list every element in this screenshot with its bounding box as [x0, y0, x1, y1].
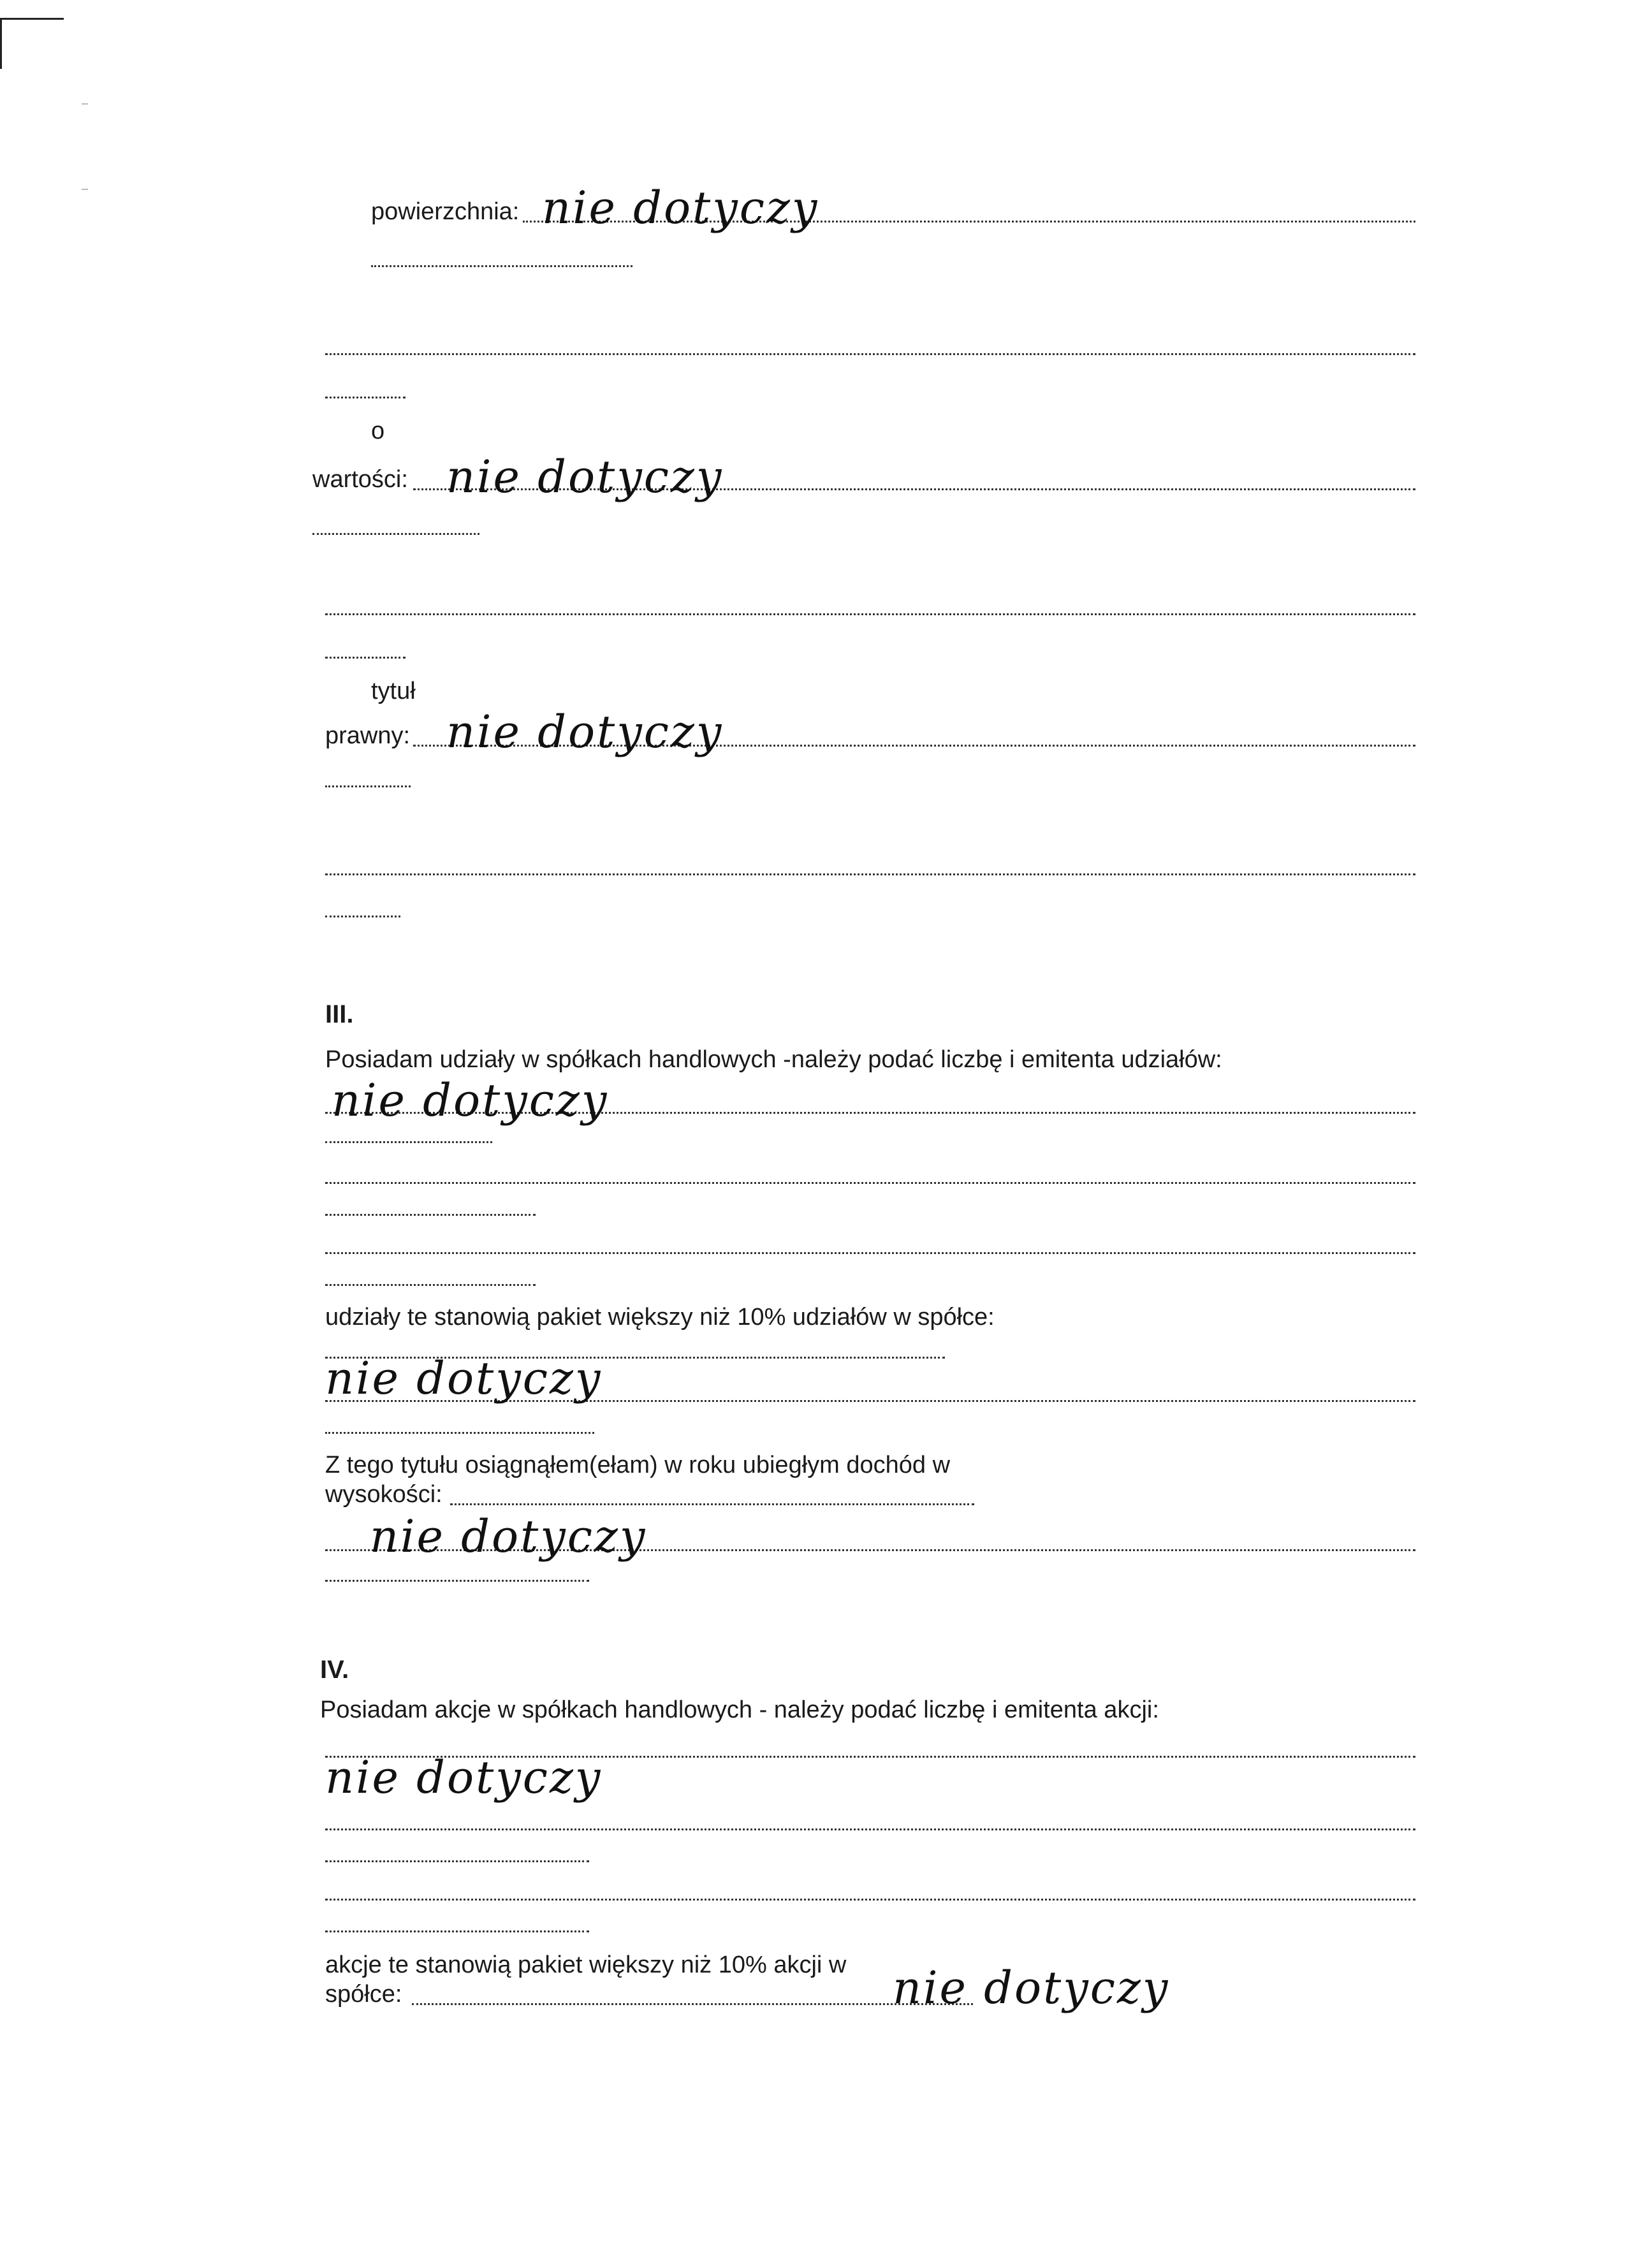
dotted-line [325, 1580, 589, 1582]
handwritten-dochod: nie dotyczy [370, 1510, 647, 1563]
section-iv-text: Posiadam akcje w spółkach handlowych - należy podać liczbę i emitenta akcji: [320, 1697, 1159, 1723]
dotted-line [325, 397, 406, 398]
label-wysokosci: wysokości: [325, 1481, 442, 1508]
label-o: o [371, 418, 385, 444]
dotted-line [312, 533, 479, 535]
dotted-line [325, 1182, 1415, 1184]
dotted-line [325, 1930, 589, 1932]
scan-corner-mark-vertical [0, 18, 2, 69]
label-spolce: spółce: [325, 1981, 402, 2008]
dotted-line [325, 1432, 594, 1434]
section-heading-iv: IV. [320, 1656, 349, 1684]
dotted-line [325, 1828, 1415, 1830]
handwritten-pakiet-udzialow: nie dotyczy [325, 1352, 603, 1405]
dotted-line [325, 916, 400, 917]
scan-artifact [82, 189, 88, 190]
dotted-line [325, 613, 1415, 615]
scan-artifact [82, 103, 88, 105]
dotted-line [325, 1860, 589, 1862]
dotted-line [325, 1284, 536, 1286]
dotted-line [325, 1252, 1415, 1254]
label-z-tego-tytulu: Z tego tytułu osiągnąłem(ełam) w roku ubiegłym dochód w [325, 1452, 951, 1478]
dotted-line [325, 785, 411, 787]
dotted-line [412, 2003, 973, 2005]
section-heading-iii: III. [325, 1000, 354, 1028]
dotted-line [325, 1141, 492, 1143]
handwritten-wartosci: nie dotyczy [446, 451, 724, 503]
dotted-line [371, 265, 632, 267]
handwritten-pakiet-akcji: nie dotyczy [893, 1962, 1170, 2014]
handwritten-powierzchnia: nie dotyczy [542, 182, 819, 234]
label-wartosci: wartości: [312, 466, 408, 493]
section-iii-text: Posiadam udziały w spółkach handlowych -należy podać liczbę i emitenta udziałów: [325, 1046, 1222, 1073]
dotted-line [325, 873, 1415, 875]
dotted-line [325, 1899, 1415, 1901]
dotted-line [325, 657, 406, 659]
label-prawny: prawny: [325, 722, 411, 749]
label-udzialy-te: udziały te stanowią pakiet większy niż 10% udziałów w spółce: [325, 1304, 995, 1331]
scan-corner-mark [0, 18, 64, 20]
handwritten-akcje: nie dotyczy [325, 1751, 603, 1804]
dotted-line [450, 1503, 974, 1505]
label-tytul: tytuł [371, 678, 416, 704]
handwritten-prawny: nie dotyczy [446, 706, 724, 758]
dotted-line [325, 353, 1415, 355]
label-powierzchnia: powierzchnia: [371, 198, 520, 225]
handwritten-udzialy: nie dotyczy [332, 1074, 609, 1127]
label-akcje-te: akcje te stanowią pakiet większy niż 10% akcji w [325, 1952, 847, 1978]
dotted-line [325, 1214, 536, 1216]
